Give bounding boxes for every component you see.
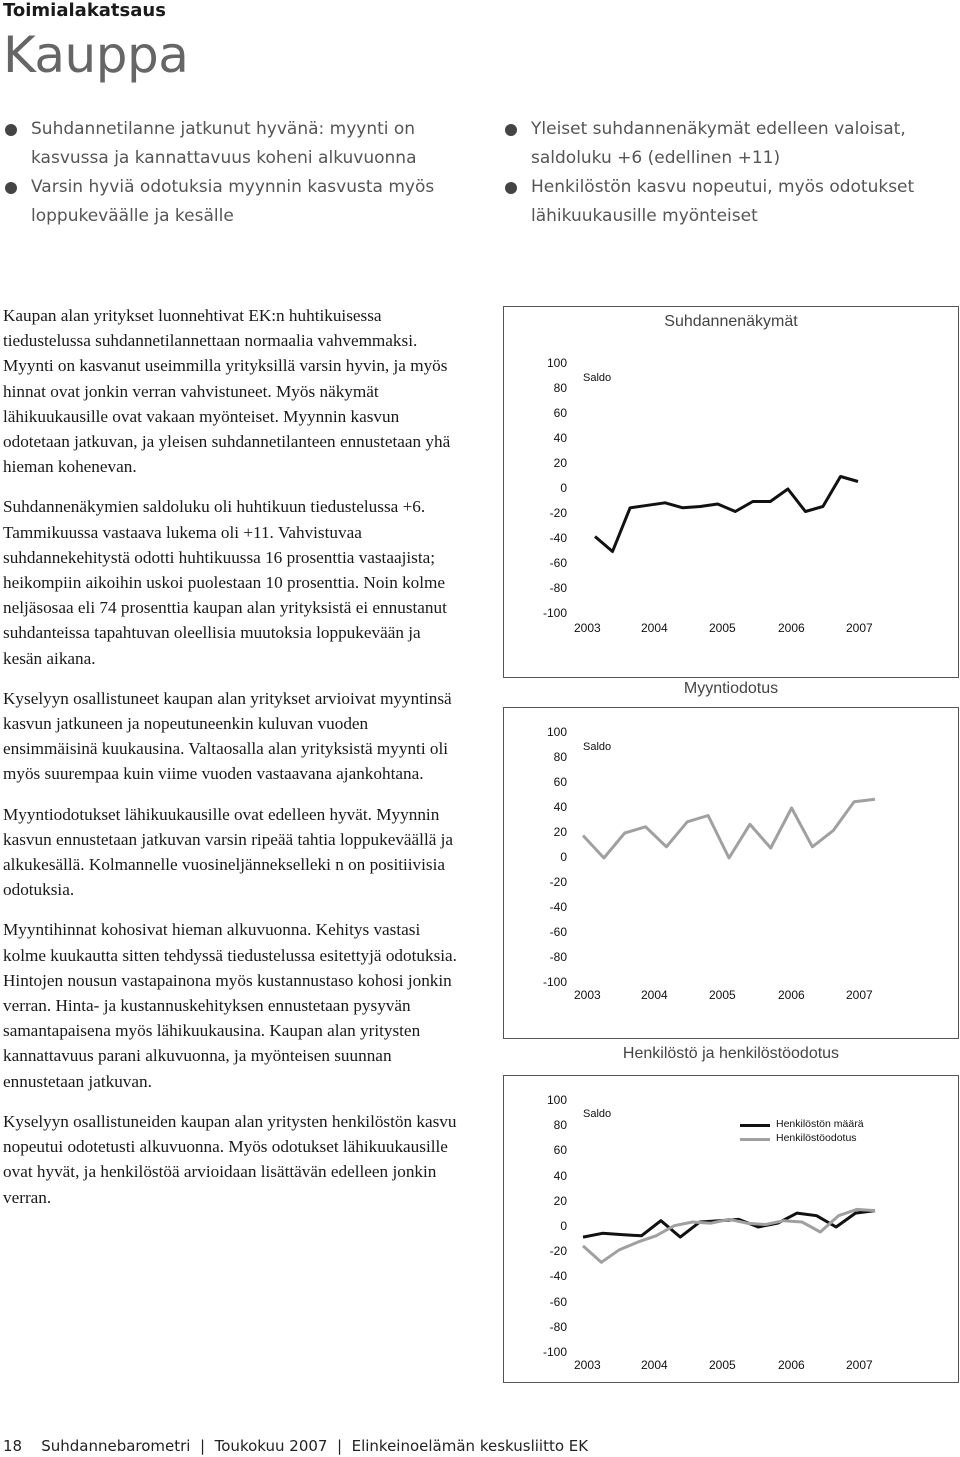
y-tick-label: 20 bbox=[553, 825, 567, 839]
x-tick-label: 2004 bbox=[641, 988, 668, 1002]
bullets-left bbox=[3, 115, 463, 231]
bullet-item: Henkilöstön kasvu nopeutui, myös odotukset lähikuukausille myönteiset bbox=[503, 173, 960, 231]
x-tick-label: 2007 bbox=[846, 621, 873, 635]
x-tick-label: 2004 bbox=[641, 1358, 668, 1372]
footer-separator: | bbox=[332, 1437, 347, 1455]
y-tick-label: 20 bbox=[553, 1193, 567, 1208]
y-tick-label: -20 bbox=[549, 506, 567, 520]
paragraph: Suhdannenäkymien saldoluku oli huhtikuun tiedustelussa +6. Tammikuussa vastaava lukema oli +11. Vahvistuvaa suhdannekehitystä odotti huhtikuussa 16 prosenttia vastaajista; heikompiin aikoihin uskoi puolestaan 10 prosenttia. Noin kolme neljäsosaa eli 74 prosenttia kaupan alan yrityksistä ei ennustanut suhdanteissa tapahtuvan oleellisia muutoksia loppukevään ja kesän aikana. bbox=[3, 497, 447, 668]
bullet-icon bbox=[5, 124, 17, 136]
issue-date: Toukokuu 2007 bbox=[214, 1437, 328, 1455]
publisher-name: Elinkeinoelämän keskusliitto EK bbox=[351, 1437, 589, 1455]
y-tick-label: -20 bbox=[549, 1244, 567, 1259]
paragraph: Myyntiodotukset lähikuukausille ovat edelleen hyvät. Myynnin kasvun ennustetaan jatkuvan varsin ripeää tahtia loppukeväällä ja alkukesällä. Kolmannelle vuosineljännekselleki n on positiivisia odotuksia. bbox=[3, 804, 454, 900]
bullet-item: Varsin hyviä odotuksia myynnin kasvusta myös loppukeväälle ja kesälle bbox=[3, 173, 463, 231]
y-tick-label: -40 bbox=[549, 1269, 567, 1284]
y-tick-label: 80 bbox=[553, 1118, 567, 1133]
y-tick-label: 100 bbox=[546, 1093, 567, 1107]
chart-title: Myyntiodotus bbox=[683, 680, 779, 697]
legend-swatch bbox=[740, 1138, 770, 1141]
footer-separator: | bbox=[195, 1437, 210, 1455]
y-tick-label: -100 bbox=[542, 1345, 567, 1359]
bullet-item: Yleiset suhdannenäkymät edelleen valoisat, saldoluku +6 (edellinen +11) bbox=[503, 115, 960, 173]
x-tick-label: 2004 bbox=[641, 621, 668, 635]
y-tick-label: -80 bbox=[549, 950, 567, 964]
legend-label: Henkilöstön määrä bbox=[776, 1118, 864, 1130]
y-tick-label: 20 bbox=[553, 456, 567, 470]
page-footer bbox=[3, 1437, 588, 1455]
paragraph: Kaupan alan yritykset luonnehtivat EK:n huhtikuisessa tiedustelussa suhdannetilannettaan normaalia vahvemmaksi. Myynti on kasvanut useimmilla yrityksillä varsin hyvin, ja myös hinnat ovat jonkin verran vahvistuneet. Myös näkymät lähikuukausille ovat vakaan myönteiset. Myynnin kasvun odotetaan jatkuvan, ja yleisen suhdannetilanteen ennustetaan yhä hieman kohenevan. bbox=[3, 306, 451, 477]
section-label: Toimialakatsaus bbox=[3, 0, 166, 21]
y-tick-label: 100 bbox=[546, 356, 567, 370]
x-tick-label: 2003 bbox=[574, 1358, 601, 1372]
y-tick-label: -40 bbox=[549, 900, 567, 914]
bullet-item: Suhdannetilanne jatkunut hyvänä: myynti on kasvussa ja kannattavuus koheni alkuvuonna bbox=[3, 115, 463, 173]
x-tick-label: 2007 bbox=[846, 1358, 873, 1372]
y-tick-label: 80 bbox=[553, 381, 567, 395]
y-tick-label: 40 bbox=[553, 800, 567, 814]
legend-swatch bbox=[740, 1124, 770, 1127]
chart-title: Suhdannenäkymät bbox=[664, 313, 798, 330]
y-tick-label: -60 bbox=[549, 925, 567, 939]
bullets-right bbox=[503, 115, 960, 231]
x-tick-label: 2005 bbox=[709, 621, 736, 635]
legend-label: Henkilöstöodotus bbox=[776, 1132, 857, 1144]
legend-item bbox=[740, 1118, 940, 1132]
page-title: Kauppa bbox=[3, 26, 189, 84]
x-tick-label: 2007 bbox=[846, 988, 873, 1002]
y-axis-label: Saldo bbox=[583, 741, 612, 753]
y-tick-label: 40 bbox=[553, 431, 567, 445]
y-tick-label: -60 bbox=[549, 1294, 567, 1309]
x-tick-label: 2003 bbox=[574, 988, 601, 1002]
legend-item bbox=[740, 1132, 940, 1146]
y-axis-label: Saldo bbox=[583, 1108, 612, 1120]
y-tick-label: 60 bbox=[553, 775, 567, 789]
y-tick-label: 0 bbox=[560, 1219, 567, 1233]
x-tick-label: 2006 bbox=[778, 988, 805, 1002]
y-tick-label: 60 bbox=[553, 1143, 567, 1158]
y-tick-label: -100 bbox=[542, 975, 567, 989]
paragraph: Kyselyyn osallistuneiden kaupan alan yritysten henkilöstön kasvu nopeutui odotetusti alkuvuonna. Myös odotukset lähikuukausille ovat hyvät, ja henkilöstöä arvioidaan lisättävän edelleen jonkin verran. bbox=[3, 1111, 457, 1207]
x-tick-label: 2006 bbox=[778, 1358, 805, 1372]
chart-title: Henkilöstö ja henkilöstöodotus bbox=[622, 1045, 840, 1062]
y-tick-label: -40 bbox=[549, 531, 567, 545]
y-tick-label: -80 bbox=[549, 1319, 567, 1334]
publication-name: Suhdannebarometri bbox=[41, 1437, 191, 1455]
bullet-icon bbox=[5, 182, 17, 194]
footer-separator bbox=[27, 1437, 37, 1455]
y-tick-label: -80 bbox=[549, 581, 567, 595]
x-tick-label: 2005 bbox=[709, 988, 736, 1002]
paragraph: Myyntihinnat kohosivat hieman alkuvuonna. Kehitys vastasi kolme kuukautta sitten tehdyssä tiedustelussa esitettyjä odotuksia. Hintojen nousun vastapainona myös kustannustaso kohosi jonkin verran. Hinta- ja kustannuskehityksen ennustetaan pysyvän samantapaisena myös lähikuukausina. Kaupan alan yritysten kannattavuus parani alkuvuonna, ja myönteisen suunnan ennustetaan jatkuvan. bbox=[3, 920, 457, 1091]
y-tick-label: 80 bbox=[553, 750, 567, 764]
y-tick-label: 60 bbox=[553, 406, 567, 420]
y-tick-label: -20 bbox=[549, 875, 567, 889]
x-tick-label: 2006 bbox=[778, 621, 805, 635]
page-number: 18 bbox=[3, 1437, 23, 1455]
y-tick-label: -60 bbox=[549, 556, 567, 570]
x-tick-label: 2003 bbox=[574, 621, 601, 635]
bullet-icon bbox=[505, 182, 517, 194]
article-body bbox=[3, 303, 463, 1225]
bullet-icon bbox=[505, 124, 517, 136]
y-axis-label: Saldo bbox=[583, 372, 612, 384]
y-tick-label: 100 bbox=[546, 725, 567, 739]
x-tick-label: 2005 bbox=[709, 1358, 736, 1372]
paragraph: Kyselyyn osallistuneet kaupan alan yritykset arvioivat myyntinsä kasvun jatkuneen ja nopeutuneenkin kuluvan vuoden ensimmäisinä kuukausina. Valtaosalla alan yrityksistä myynti oli myös suurempaa kuin viime vuoden vastaavana ajankohtana. bbox=[3, 688, 452, 784]
y-tick-label: 0 bbox=[560, 481, 567, 495]
y-tick-label: 40 bbox=[553, 1168, 567, 1183]
y-tick-label: 0 bbox=[560, 850, 567, 864]
y-tick-label: -100 bbox=[542, 606, 567, 620]
